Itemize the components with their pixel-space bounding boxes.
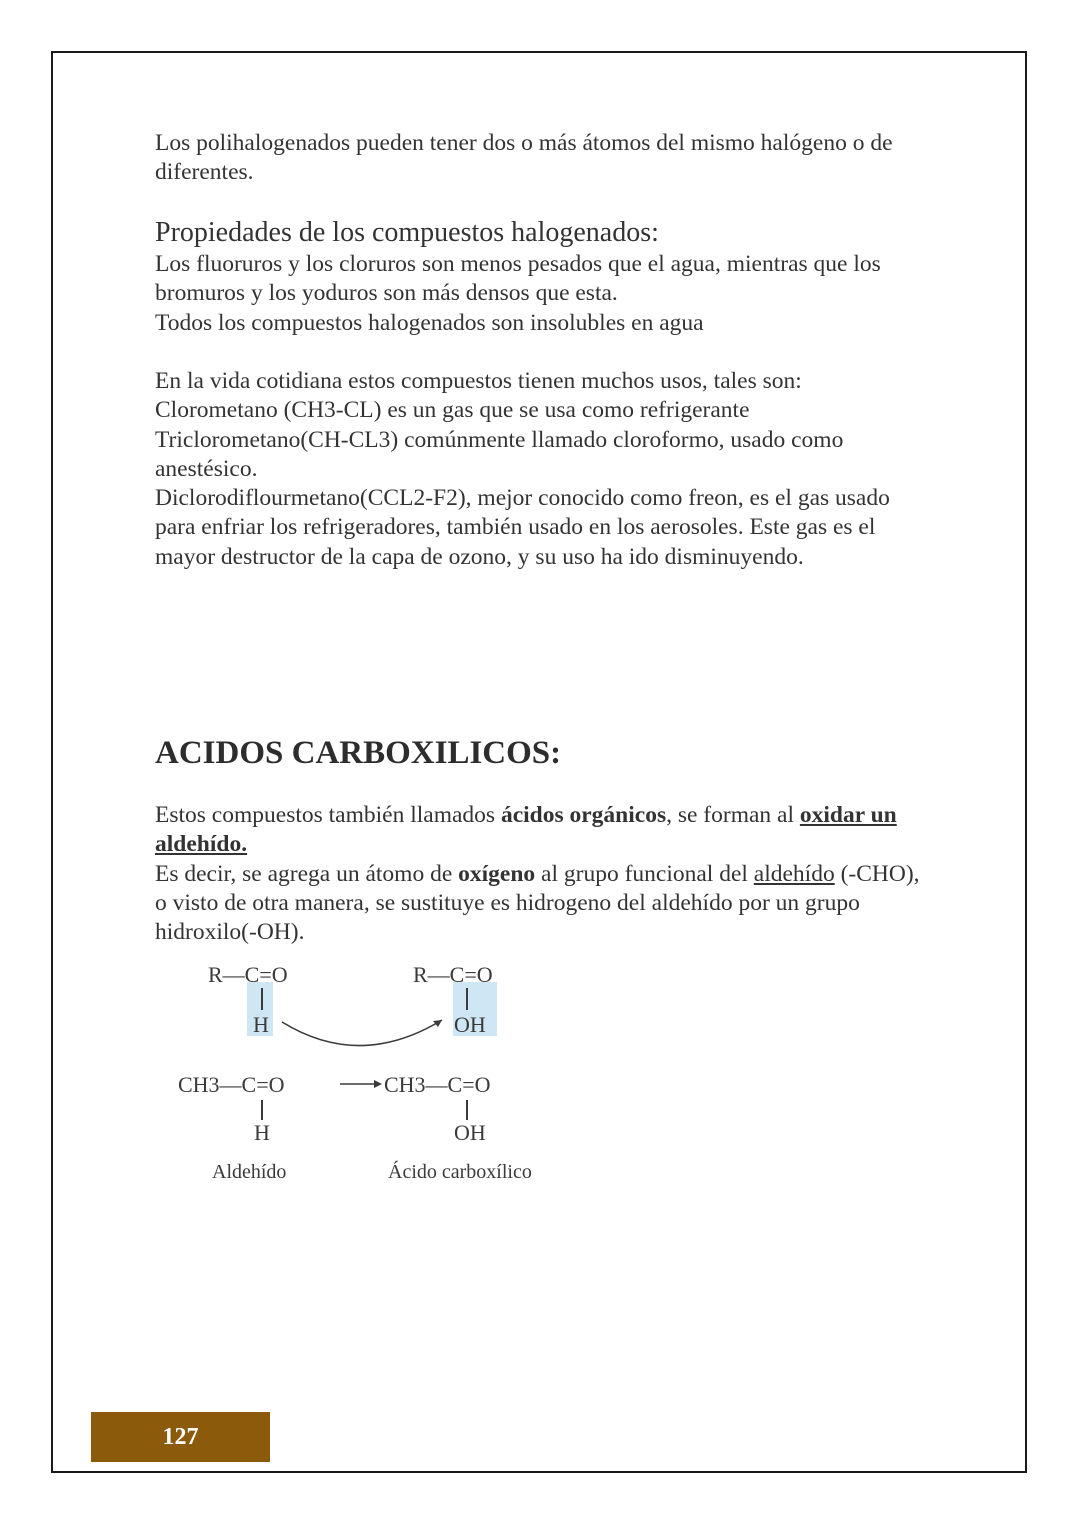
general-acid-oh: OH <box>454 1012 486 1037</box>
example-acid-oh: OH <box>454 1120 486 1145</box>
aldehyde-oxidation-diagram <box>160 950 580 1200</box>
properties-line-1: Los fluoruros y los cloruros son menos pesados que el agua, mientras que los bromuros y los yoduros son más densos que esta. <box>155 251 881 307</box>
properties-heading: Propiedades de los compuestos halogenados: <box>155 217 659 248</box>
uses-intro: En la vida cotidiana estos compuestos tienen muchos usos, tales son: <box>155 368 802 394</box>
carboxylic-title: ACIDOS CARBOXILICOS: <box>155 735 562 771</box>
carboxylic-text-1c: , se forman al <box>666 802 800 828</box>
carboxylic-text-2e: (-CHO), o visto de otra manera, se sustituye es hidrogeno del aldehído por un grupo hidroxilo(-OH). <box>155 860 920 946</box>
carboxylic-term-oxidar: oxidar un aldehído. <box>155 802 897 858</box>
example-aldehyde-formula: CH3—C=O <box>178 1072 285 1097</box>
intro-paragraph: Los polihalogenados pueden tener dos o más átomos del mismo halógeno o de diferentes. <box>155 130 893 186</box>
caption-aldehido: Aldehído <box>212 1161 287 1183</box>
carboxylic-term-aldehido: aldehído <box>753 860 835 887</box>
properties-line-2: Todos los compuestos halogenados son insolubles en agua <box>155 309 704 336</box>
carboxylic-text-2c: al grupo funcional del <box>535 860 754 887</box>
carboxylic-term-oxigeno: oxígeno <box>458 860 536 887</box>
reaction-arrow-head <box>374 1080 382 1088</box>
general-acid-formula: R—C=O <box>413 962 493 987</box>
page-number: 127 <box>162 1424 199 1450</box>
example-acid-formula: CH3—C=O <box>384 1072 491 1097</box>
substitution-arrow-curve <box>282 1020 442 1046</box>
page-number-badge <box>91 1412 270 1462</box>
uses-paragraph <box>155 367 935 572</box>
carboxylic-text-2a: Es decir, se agrega un átomo de <box>155 860 459 887</box>
carboxylic-paragraph <box>155 801 935 947</box>
uses-item-triclorometano: Triclorometano(CH-CL3) comúnmente llamado cloroformo, usado como anestésico. <box>155 426 844 482</box>
example-aldehyde-h: H <box>254 1120 270 1145</box>
carboxylic-term-acidos-organicos: ácidos orgánicos <box>500 802 667 828</box>
properties-paragraph <box>155 250 935 338</box>
caption-acido-carboxilico: Ácido carboxílico <box>388 1161 532 1183</box>
uses-item-clorometano: Clorometano (CH3-CL) es un gas que se usa como refrigerante <box>155 397 750 424</box>
general-aldehyde-formula: R—C=O <box>208 962 288 987</box>
carboxylic-text-1a: Estos compuestos también llamados <box>155 802 501 828</box>
uses-item-freon: Diclorodiflourmetano(CCL2-F2), mejor conocido como freon, es el gas usado para enfriar los refrigeradores, también usado en los aerosoles. Este gas es el mayor destructor de la capa de ozono, y su uso ha ido disminuyendo. <box>155 485 890 570</box>
general-aldehyde-h: H <box>253 1012 269 1037</box>
substitution-arrow-head <box>433 1020 442 1027</box>
